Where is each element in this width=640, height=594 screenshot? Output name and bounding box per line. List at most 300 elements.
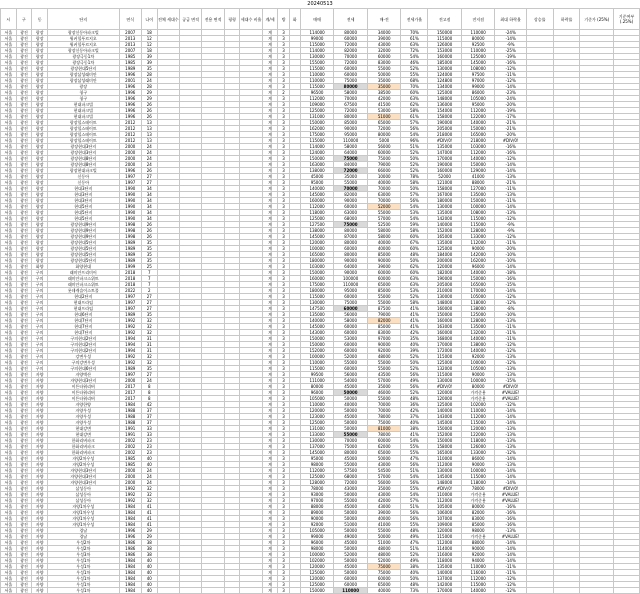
table-cell[interactable]: 116000 bbox=[428, 552, 462, 558]
table-cell[interactable]: 80000 bbox=[334, 114, 368, 120]
table-cell[interactable]: 120000 bbox=[461, 426, 495, 432]
table-cell[interactable]: 가격준용 bbox=[461, 396, 495, 402]
table-cell[interactable]: 광진 bbox=[16, 180, 32, 186]
table-cell[interactable]: -14% bbox=[495, 456, 526, 462]
table-cell[interactable]: 50000 bbox=[334, 426, 368, 432]
table-cell[interactable]: 워커힐푸르지오 bbox=[47, 42, 119, 48]
table-cell[interactable]: 88000 bbox=[461, 180, 495, 186]
table-cell[interactable]: 29 bbox=[141, 528, 157, 534]
table-cell[interactable]: 24 bbox=[141, 474, 157, 480]
table-cell[interactable]: 3 bbox=[278, 336, 289, 342]
table-cell[interactable]: 126000 bbox=[461, 444, 495, 450]
table-cell[interactable]: 구의 bbox=[32, 348, 48, 354]
table-cell[interactable]: 3 bbox=[278, 132, 289, 138]
table-cell[interactable]: 57000 bbox=[367, 378, 401, 384]
table-cell[interactable]: 90000 bbox=[334, 126, 368, 132]
table-cell[interactable]: 3 bbox=[278, 174, 289, 180]
table-cell[interactable]: 143000 bbox=[428, 414, 462, 420]
table-cell[interactable]: 3 bbox=[278, 552, 289, 558]
table-cell[interactable]: 105000 bbox=[461, 366, 495, 372]
table-cell[interactable]: 서울 bbox=[1, 168, 17, 174]
table-cell[interactable]: 54% bbox=[401, 132, 428, 138]
table-cell[interactable] bbox=[289, 588, 300, 594]
table-cell[interactable]: 120000 bbox=[300, 408, 334, 414]
table-cell[interactable]: 광장 bbox=[32, 228, 48, 234]
table-cell[interactable]: 2012 bbox=[119, 132, 141, 138]
table-cell[interactable]: 175000 bbox=[300, 132, 334, 138]
table-cell[interactable]: 42% bbox=[401, 408, 428, 414]
table-cell[interactable]: 광장 bbox=[32, 60, 48, 66]
table-cell[interactable]: 광진 bbox=[16, 102, 32, 108]
table-cell[interactable]: 153000 bbox=[428, 48, 462, 54]
table-cell[interactable]: 112000 bbox=[428, 498, 462, 504]
table-cell[interactable]: 자양 bbox=[32, 570, 48, 576]
table-cell[interactable]: 70000 bbox=[367, 198, 401, 204]
table-cell[interactable]: 127000 bbox=[461, 186, 495, 192]
table-cell[interactable]: -12% bbox=[495, 294, 526, 300]
table-cell[interactable]: 185000 bbox=[428, 60, 462, 66]
table-cell[interactable]: 자양 bbox=[32, 486, 48, 492]
table-cell[interactable]: 자양1차우성 bbox=[47, 516, 119, 522]
table-cell[interactable]: -16% bbox=[495, 510, 526, 516]
table-cell[interactable]: 서울 bbox=[1, 282, 17, 288]
table-cell[interactable]: 서울 bbox=[1, 498, 17, 504]
table-cell[interactable]: 95000 bbox=[300, 456, 334, 462]
table-cell[interactable]: 7 bbox=[141, 276, 157, 282]
table-cell[interactable]: 1997 bbox=[119, 174, 141, 180]
table-cell[interactable]: 계 bbox=[262, 180, 278, 186]
table-cell[interactable]: 112000 bbox=[461, 150, 495, 156]
table-cell[interactable]: 구의 bbox=[32, 336, 48, 342]
table-cell[interactable]: 계 bbox=[262, 384, 278, 390]
table-cell[interactable]: 광장 bbox=[32, 252, 48, 258]
table-cell[interactable]: 114000 bbox=[300, 144, 334, 150]
table-cell[interactable]: 광진 bbox=[16, 468, 32, 474]
table-cell[interactable]: 광진 bbox=[16, 444, 32, 450]
table-cell[interactable]: 140000 bbox=[300, 318, 334, 324]
table-cell[interactable]: 24 bbox=[141, 156, 157, 162]
table-cell[interactable]: 50% bbox=[401, 360, 428, 366]
table-cell[interactable]: 자양 bbox=[32, 540, 48, 546]
table-cell[interactable]: 41% bbox=[401, 306, 428, 312]
table-cell[interactable]: 26 bbox=[141, 108, 157, 114]
table-cell[interactable]: 55000 bbox=[367, 66, 401, 72]
table-cell[interactable]: 70000 bbox=[367, 408, 401, 414]
table-cell[interactable]: 1989 bbox=[119, 312, 141, 318]
table-cell[interactable]: 광진 bbox=[16, 438, 32, 444]
table-cell[interactable]: 109000 bbox=[300, 102, 334, 108]
table-cell[interactable]: 51% bbox=[401, 504, 428, 510]
table-cell[interactable]: 서울 bbox=[1, 582, 17, 588]
table-cell[interactable]: 58000 bbox=[367, 234, 401, 240]
table-cell[interactable]: 39000 bbox=[367, 510, 401, 516]
table-cell[interactable]: 60000 bbox=[334, 330, 368, 336]
table-cell[interactable]: 2013 bbox=[119, 36, 141, 42]
table-cell[interactable]: 100000 bbox=[461, 204, 495, 210]
table-cell[interactable]: 37 bbox=[141, 420, 157, 426]
table-cell[interactable]: 60000 bbox=[334, 246, 368, 252]
table-cell[interactable]: -12% bbox=[495, 348, 526, 354]
table-cell[interactable]: 3 bbox=[278, 492, 289, 498]
table-cell[interactable]: -9% bbox=[495, 222, 526, 228]
table-cell[interactable]: 63% bbox=[401, 96, 428, 102]
table-cell[interactable]: 70000 bbox=[334, 438, 368, 444]
table-cell[interactable]: 서울 bbox=[1, 30, 17, 36]
table-cell[interactable]: 52% bbox=[401, 168, 428, 174]
table-cell[interactable]: -14% bbox=[495, 540, 526, 546]
table-cell[interactable]: -12% bbox=[495, 360, 526, 366]
table-cell[interactable]: 70% bbox=[401, 84, 428, 90]
table-cell[interactable]: -9% bbox=[495, 228, 526, 234]
table-cell[interactable]: 서울 bbox=[1, 156, 17, 162]
table-cell[interactable]: 90000 bbox=[461, 462, 495, 468]
table-cell[interactable]: 114000 bbox=[300, 48, 334, 54]
table-cell[interactable]: 35000 bbox=[367, 78, 401, 84]
table-cell[interactable]: 57000 bbox=[367, 216, 401, 222]
table-cell[interactable]: 계 bbox=[262, 354, 278, 360]
table-cell[interactable]: 계 bbox=[262, 378, 278, 384]
table-cell[interactable]: 자양 bbox=[32, 396, 48, 402]
table-cell[interactable]: 광진 bbox=[16, 270, 32, 276]
table-cell[interactable]: 125000 bbox=[461, 312, 495, 318]
table-cell[interactable]: 60000 bbox=[334, 306, 368, 312]
table-cell[interactable]: 구의 bbox=[32, 306, 48, 312]
table-cell[interactable]: 광진 bbox=[16, 174, 32, 180]
table-cell[interactable]: 13 bbox=[141, 132, 157, 138]
table-cell[interactable]: 78000 bbox=[367, 414, 401, 420]
table-cell[interactable]: 86000 bbox=[461, 90, 495, 96]
table-cell[interactable]: 계 bbox=[262, 252, 278, 258]
table-cell[interactable]: 38% bbox=[401, 426, 428, 432]
table-cell[interactable]: 자양 bbox=[32, 402, 48, 408]
table-cell[interactable]: 58000 bbox=[334, 90, 368, 96]
table-cell[interactable]: 3 bbox=[278, 192, 289, 198]
table-cell[interactable]: 62% bbox=[401, 264, 428, 270]
table-cell[interactable]: 50% bbox=[401, 258, 428, 264]
table-cell[interactable]: 3 bbox=[278, 216, 289, 222]
table-cell[interactable]: 61% bbox=[401, 36, 428, 42]
table-cell[interactable]: 계 bbox=[262, 258, 278, 264]
table-cell[interactable]: -14% bbox=[495, 546, 526, 552]
table-cell[interactable]: 우성1차 bbox=[47, 588, 119, 594]
table-cell[interactable]: 78000 bbox=[461, 486, 495, 492]
table-cell[interactable]: 115000 bbox=[428, 36, 462, 42]
table-cell[interactable]: 광진 bbox=[16, 462, 32, 468]
table-cell[interactable]: 100000 bbox=[461, 468, 495, 474]
table-cell[interactable]: -14% bbox=[495, 84, 526, 90]
table-cell[interactable]: 3 bbox=[278, 390, 289, 396]
table-cell[interactable]: 삼성동아 bbox=[47, 486, 119, 492]
table-cell[interactable]: 170000 bbox=[428, 342, 462, 348]
table-cell[interactable]: 자양1차우성 bbox=[47, 504, 119, 510]
table-cell[interactable]: 계 bbox=[262, 486, 278, 492]
table-cell[interactable]: 우성1차 bbox=[47, 576, 119, 582]
column-header[interactable]: 연식 bbox=[119, 9, 141, 30]
table-cell[interactable]: 광진 bbox=[16, 186, 32, 192]
table-cell[interactable]: 광진 bbox=[16, 144, 32, 150]
table-cell[interactable]: 계 bbox=[262, 432, 278, 438]
table-cell[interactable]: 56% bbox=[401, 198, 428, 204]
table-cell[interactable]: 계 bbox=[262, 114, 278, 120]
table-cell[interactable]: 58% bbox=[401, 228, 428, 234]
table-cell[interactable]: -16% bbox=[495, 522, 526, 528]
table-cell[interactable]: 2017 bbox=[119, 390, 141, 396]
table-cell[interactable]: 138000 bbox=[461, 342, 495, 348]
table-cell[interactable]: 자양 bbox=[32, 522, 48, 528]
table-cell[interactable]: 광장현대3단지 bbox=[47, 144, 119, 150]
table-cell[interactable]: 서울 bbox=[1, 60, 17, 66]
table-cell[interactable]: 서울 bbox=[1, 468, 17, 474]
table-cell[interactable]: 72% bbox=[401, 48, 428, 54]
table-cell[interactable]: 52% bbox=[401, 162, 428, 168]
table-cell[interactable]: 광진 bbox=[16, 276, 32, 282]
table-cell[interactable]: -12% bbox=[495, 582, 526, 588]
table-cell[interactable]: 1997 bbox=[119, 180, 141, 186]
table-cell[interactable]: 52500 bbox=[367, 222, 401, 228]
table-cell[interactable]: 87000 bbox=[334, 234, 368, 240]
table-cell[interactable]: 서울 bbox=[1, 540, 17, 546]
table-cell[interactable]: 125000 bbox=[300, 570, 334, 576]
table-cell[interactable]: 78% bbox=[401, 174, 428, 180]
table-cell[interactable]: 115000 bbox=[300, 42, 334, 48]
table-cell[interactable]: 2012 bbox=[119, 120, 141, 126]
table-cell[interactable]: 광진 bbox=[16, 204, 32, 210]
table-cell[interactable]: 60% bbox=[401, 270, 428, 276]
table-cell[interactable]: 3 bbox=[278, 516, 289, 522]
table-cell[interactable]: 서울 bbox=[1, 72, 17, 78]
table-cell[interactable]: 35 bbox=[141, 366, 157, 372]
table-cell[interactable]: 54000 bbox=[334, 378, 368, 384]
table-cell[interactable]: 127500 bbox=[300, 222, 334, 228]
table-cell[interactable]: 112000 bbox=[461, 414, 495, 420]
table-cell[interactable]: 150000 bbox=[428, 438, 462, 444]
table-cell[interactable]: 계 bbox=[262, 324, 278, 330]
table-cell[interactable]: 90000 bbox=[461, 546, 495, 552]
table-cell[interactable]: 100000 bbox=[461, 360, 495, 366]
table-cell[interactable] bbox=[224, 588, 240, 594]
table-cell[interactable]: 55000 bbox=[334, 498, 368, 504]
table-cell[interactable]: 43000 bbox=[367, 504, 401, 510]
table-cell[interactable]: 3 bbox=[278, 276, 289, 282]
table-cell[interactable]: 125000 bbox=[428, 90, 462, 96]
table-cell[interactable]: 서울 bbox=[1, 270, 17, 276]
table-cell[interactable]: 계 bbox=[262, 294, 278, 300]
column-header[interactable]: 매매 bbox=[300, 9, 334, 30]
column-header[interactable]: 전세가율 bbox=[401, 9, 428, 30]
table-cell[interactable]: 1997 bbox=[119, 372, 141, 378]
table-cell[interactable]: -13% bbox=[495, 444, 526, 450]
table-cell[interactable]: 구의 bbox=[32, 330, 48, 336]
table-cell[interactable]: #DIV/0! bbox=[495, 486, 526, 492]
table-cell[interactable]: 34 bbox=[141, 216, 157, 222]
table-cell[interactable]: 서울 bbox=[1, 588, 17, 594]
table-cell[interactable]: 서울 bbox=[1, 246, 17, 252]
table-cell[interactable]: 134000 bbox=[428, 84, 462, 90]
table-cell[interactable]: 190000 bbox=[428, 276, 462, 282]
table-cell[interactable]: 서울 bbox=[1, 204, 17, 210]
table-cell[interactable]: 계 bbox=[262, 210, 278, 216]
table-cell[interactable]: 계 bbox=[262, 390, 278, 396]
table-cell[interactable]: 광진 bbox=[16, 240, 32, 246]
table-cell[interactable]: 서울 bbox=[1, 564, 17, 570]
table-cell[interactable]: 3 bbox=[278, 588, 289, 594]
table-cell[interactable]: 광진 bbox=[16, 318, 32, 324]
table-cell[interactable]: 3 bbox=[278, 66, 289, 72]
table-cell[interactable]: 162000 bbox=[461, 258, 495, 264]
table-cell[interactable]: 3 bbox=[278, 186, 289, 192]
table-cell[interactable]: 85000 bbox=[461, 522, 495, 528]
table-cell[interactable]: 서울 bbox=[1, 132, 17, 138]
table-cell[interactable]: 1998 bbox=[119, 222, 141, 228]
table-cell[interactable] bbox=[614, 588, 640, 594]
table-cell[interactable]: 48% bbox=[401, 396, 428, 402]
table-cell[interactable]: 자양현대3단지 bbox=[47, 474, 119, 480]
table-cell[interactable]: 100000 bbox=[300, 552, 334, 558]
table-cell[interactable]: 51000 bbox=[367, 540, 401, 546]
table-cell[interactable]: 2007 bbox=[119, 30, 141, 36]
table-cell[interactable]: 60000 bbox=[334, 204, 368, 210]
table-cell[interactable]: 계 bbox=[262, 72, 278, 78]
table-cell[interactable]: 147500 bbox=[300, 306, 334, 312]
table-cell[interactable]: 65000 bbox=[367, 582, 401, 588]
table-cell[interactable]: 148000 bbox=[428, 480, 462, 486]
table-cell[interactable]: 45000 bbox=[334, 384, 368, 390]
table-cell[interactable]: 75000 bbox=[367, 564, 401, 570]
table-cell[interactable]: 170000 bbox=[428, 156, 462, 162]
table-cell[interactable]: 78000 bbox=[367, 432, 401, 438]
table-cell[interactable]: 99000 bbox=[300, 534, 334, 540]
table-cell[interactable]: 73% bbox=[401, 588, 428, 594]
table-cell[interactable]: 80000 bbox=[367, 132, 401, 138]
table-cell[interactable]: 광장현대5단지 bbox=[47, 66, 119, 72]
table-cell[interactable]: 현대프라임 bbox=[47, 300, 119, 306]
table-cell[interactable]: 광진 bbox=[16, 42, 32, 48]
table-cell[interactable]: 155000 bbox=[300, 60, 334, 66]
table-cell[interactable]: 3 bbox=[278, 180, 289, 186]
table-cell[interactable]: 서울 bbox=[1, 186, 17, 192]
table-cell[interactable]: 1985 bbox=[119, 456, 141, 462]
table-cell[interactable]: 51% bbox=[401, 144, 428, 150]
table-cell[interactable]: 광진 bbox=[16, 360, 32, 366]
table-cell[interactable]: 103000 bbox=[300, 264, 334, 270]
table-cell[interactable]: 1986 bbox=[119, 552, 141, 558]
table-cell[interactable]: 33 bbox=[141, 426, 157, 432]
table-cell[interactable]: 서울 bbox=[1, 288, 17, 294]
table-cell[interactable]: 광장 bbox=[32, 84, 48, 90]
table-cell[interactable]: 2000 bbox=[119, 474, 141, 480]
table-cell[interactable]: 82000 bbox=[461, 510, 495, 516]
table-cell[interactable]: 39 bbox=[141, 60, 157, 66]
table-cell[interactable]: 서울 bbox=[1, 480, 17, 486]
table-cell[interactable]: 2002 bbox=[119, 438, 141, 444]
table-cell[interactable]: 자양한양 bbox=[47, 402, 119, 408]
table-cell[interactable]: 55% bbox=[401, 444, 428, 450]
table-cell[interactable]: 31 bbox=[141, 348, 157, 354]
table-cell[interactable]: 110000 bbox=[334, 138, 368, 144]
table-cell[interactable]: 현대파크빌 bbox=[47, 114, 119, 120]
table-cell[interactable]: 24 bbox=[141, 150, 157, 156]
table-cell[interactable]: 29 bbox=[141, 534, 157, 540]
column-header[interactable]: 평형 bbox=[224, 9, 240, 30]
table-cell[interactable]: 96000 bbox=[461, 264, 495, 270]
table-cell[interactable]: 105000 bbox=[461, 96, 495, 102]
table-cell[interactable]: 계 bbox=[262, 222, 278, 228]
table-cell[interactable]: 115000 bbox=[428, 354, 462, 360]
table-cell[interactable]: 2 bbox=[278, 90, 289, 96]
table-cell[interactable]: 160000 bbox=[428, 54, 462, 60]
table-cell[interactable]: 계 bbox=[262, 108, 278, 114]
table-cell[interactable]: 165000 bbox=[461, 282, 495, 288]
table-cell[interactable]: 래미안프리미어 bbox=[47, 270, 119, 276]
table-cell[interactable]: 58000 bbox=[334, 144, 368, 150]
table-cell[interactable]: 72000 bbox=[334, 108, 368, 114]
table-cell[interactable]: 계 bbox=[262, 456, 278, 462]
table-cell[interactable]: 계 bbox=[262, 78, 278, 84]
table-cell[interactable]: 1996 bbox=[119, 168, 141, 174]
table-cell[interactable]: 현대파크빌 bbox=[47, 108, 119, 114]
column-header[interactable]: 방 bbox=[278, 9, 289, 30]
table-cell[interactable]: 계 bbox=[262, 312, 278, 318]
table-cell[interactable]: 현대7단지 bbox=[47, 330, 119, 336]
table-cell[interactable]: 75000 bbox=[334, 300, 368, 306]
table-cell[interactable]: 85000 bbox=[367, 252, 401, 258]
table-cell[interactable]: #VALUE! bbox=[495, 498, 526, 504]
table-cell[interactable]: 115000 bbox=[300, 366, 334, 372]
table-cell[interactable]: 광장힐스테이트 bbox=[47, 126, 119, 132]
table-cell[interactable]: 3 bbox=[278, 102, 289, 108]
table-cell[interactable]: 계 bbox=[262, 150, 278, 156]
table-cell[interactable]: 광진 bbox=[16, 138, 32, 144]
table-cell[interactable]: 광장 bbox=[32, 102, 48, 108]
table-cell[interactable]: 75000 bbox=[334, 222, 368, 228]
table-cell[interactable]: 서울 bbox=[1, 342, 17, 348]
table-cell[interactable]: 1998 bbox=[119, 228, 141, 234]
table-cell[interactable]: 115000 bbox=[300, 84, 334, 90]
table-cell[interactable]: 서울 bbox=[1, 234, 17, 240]
table-cell[interactable]: 85000 bbox=[367, 324, 401, 330]
table-cell[interactable]: 140000 bbox=[428, 408, 462, 414]
table-cell[interactable]: 광장 bbox=[32, 150, 48, 156]
table-cell[interactable]: 57500 bbox=[334, 468, 368, 474]
table-cell[interactable]: 서울 bbox=[1, 108, 17, 114]
table-cell[interactable]: 자양벽산 bbox=[47, 372, 119, 378]
table-cell[interactable]: 서울 bbox=[1, 444, 17, 450]
table-cell[interactable]: 서울 bbox=[1, 180, 17, 186]
table-cell[interactable]: 60000 bbox=[367, 150, 401, 156]
table-cell[interactable]: 45000 bbox=[334, 414, 368, 420]
table-cell[interactable]: 133000 bbox=[461, 234, 495, 240]
table-cell[interactable]: 자양 bbox=[32, 492, 48, 498]
table-cell[interactable]: 자양 bbox=[32, 588, 48, 594]
table-cell[interactable]: 54% bbox=[401, 54, 428, 60]
table-cell[interactable]: 1996 bbox=[119, 108, 141, 114]
table-cell[interactable]: 92000 bbox=[461, 354, 495, 360]
table-cell[interactable]: 계 bbox=[262, 558, 278, 564]
table-cell[interactable]: -14% bbox=[495, 552, 526, 558]
table-cell[interactable]: 60000 bbox=[334, 294, 368, 300]
table-cell[interactable]: 50000 bbox=[334, 510, 368, 516]
table-cell[interactable]: 광장 bbox=[32, 174, 48, 180]
table-cell[interactable]: 162000 bbox=[300, 126, 334, 132]
table-cell[interactable]: #DIV/0! bbox=[428, 384, 462, 390]
table-cell[interactable]: 1988 bbox=[119, 414, 141, 420]
table-cell[interactable]: 2000 bbox=[119, 162, 141, 168]
table-cell[interactable]: 150000 bbox=[461, 126, 495, 132]
table-cell[interactable]: 3 bbox=[278, 462, 289, 468]
table-cell[interactable]: 서울 bbox=[1, 456, 17, 462]
table-cell[interactable]: 38500 bbox=[367, 90, 401, 96]
table-cell[interactable]: 서울 bbox=[1, 354, 17, 360]
